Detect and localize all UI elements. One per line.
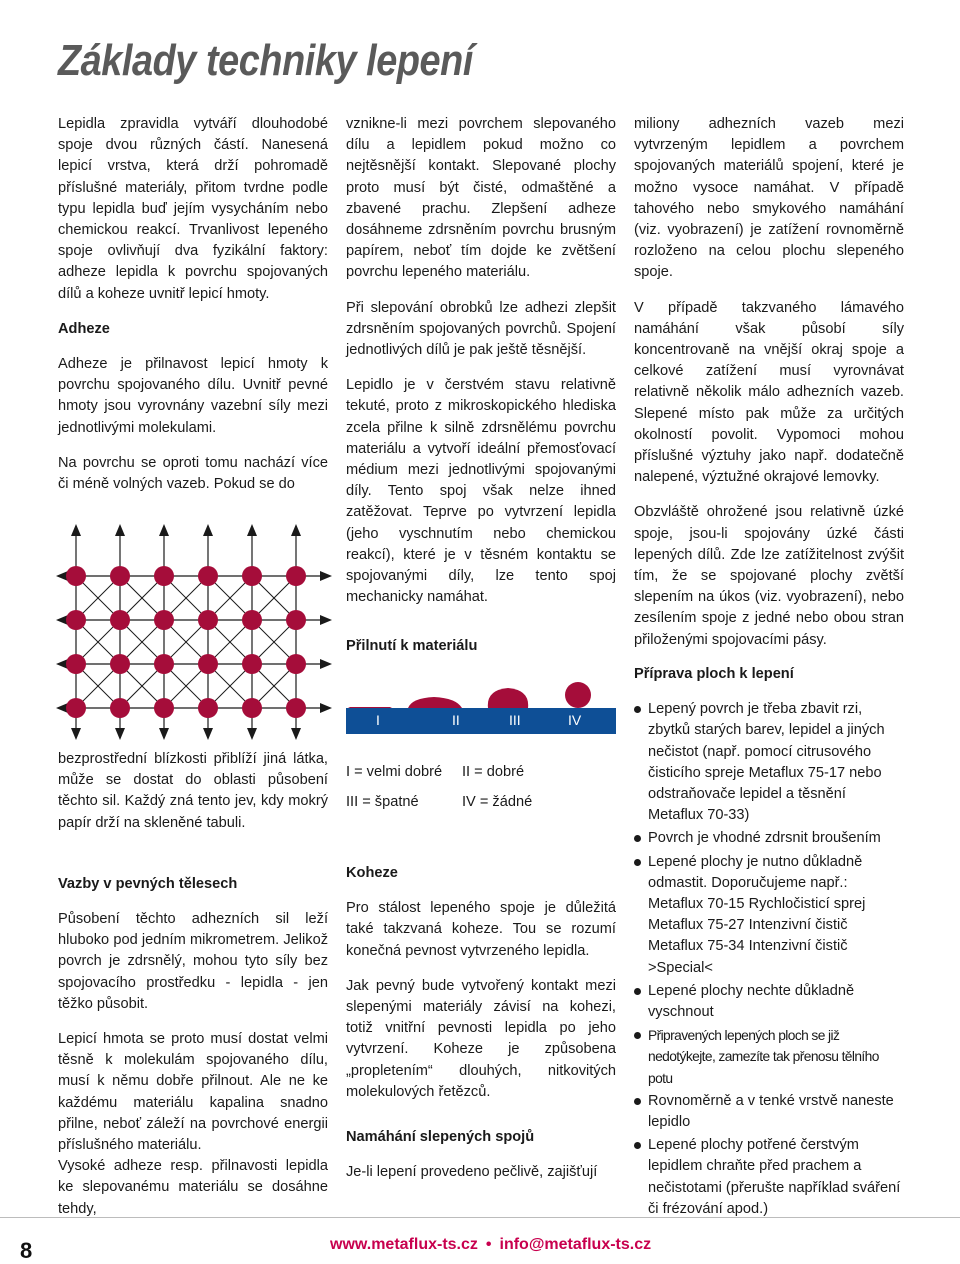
stage-label-2: II bbox=[452, 712, 460, 728]
paragraph-micrometer: Působení těchto adhezních sil leží hluboko pod jedním mikrometrem. Jelikož povrch je zdrsnělý, mohou tyto síly bez spojovacího prostředku - lepidla - jen těžko působit. bbox=[58, 911, 328, 1012]
molecule-icon bbox=[154, 566, 174, 586]
arrow-right-icon bbox=[320, 615, 332, 625]
paragraph-fresh-adhesive: Lepidlo je v čerstvém stavu relativně tekuté, proto z mikroskopického hlediska zcela přilne k silně zdrsnělému povrchu materiálu a vytvoří ideální přemosťovací médium mezi jednotlivými spojovanými díly. Tento spoj však nelze ihned zatěžovat. Teprve po vytvrzení lepidla (jeho vyschnutím nebo chemickou reakcí), které je v těsném kontaktu se spojovanými díly, lze tento spoj mechanicky namáhat. bbox=[346, 377, 616, 606]
molecule-icon bbox=[110, 654, 130, 674]
product-1: Metaflux 70-15 Rychločisticí sprej bbox=[648, 896, 866, 913]
footer-divider bbox=[0, 1217, 960, 1218]
arrow-down-icon bbox=[71, 728, 81, 740]
column-1 bbox=[58, 114, 328, 509]
arrow-up-icon bbox=[115, 524, 125, 536]
paragraph-free-bonds: Na povrchu se oproti tomu nachází více či méně volných vazeb. Pokud se do bbox=[58, 454, 328, 493]
molecule-icon bbox=[66, 566, 86, 586]
stage-label-4: IV bbox=[568, 712, 582, 728]
heading-koheze: Koheze bbox=[346, 865, 398, 881]
heading-prilnuti: Přilnutí k materiálu bbox=[346, 638, 478, 655]
molecule-icon bbox=[66, 698, 86, 718]
paragraph-surface-energy: Lepicí hmota se proto musí dostat velmi těsně k molekulám spojovaného dílu, musí k němu dobře přilnout. Ale ne ke každému materiálu kapalina snadno přilne, neboť záleží na povrchové energii příslušného materiálu. bbox=[58, 1031, 328, 1154]
molecule-icon bbox=[198, 610, 218, 630]
molecule-icon bbox=[110, 566, 130, 586]
email-link[interactable]: info@metaflux-ts.cz bbox=[499, 1236, 652, 1253]
product-2: Metaflux 75-27 Intenzivní čistič bbox=[648, 917, 848, 934]
list-item bbox=[634, 852, 904, 979]
molecule-icon bbox=[110, 610, 130, 630]
arrow-up-icon bbox=[247, 524, 257, 536]
adhesion-droplet-diagram bbox=[346, 682, 616, 732]
paragraph-narrow-joints: Obzvláště ohrožené jsou relativně úzké spoje, jsou-li spojovány úzké části lepených dílů. Zde lze zatížitelnost zvýšit tím, že se spojované plochy zvětší slepením na úkos (viz. vyobrazení), nebo zesílením spoje z jedné nebo obou stran přiloženými spojovacími pásy. bbox=[634, 504, 904, 648]
paragraph-roughening: Při slepování obrobků lze adhezi zlepšit zdrsněním spojovaných povrchů. Spojení jednotlivých dílů je pak ještě těsnější. bbox=[346, 299, 616, 359]
arrow-down-icon bbox=[115, 728, 125, 740]
legend-2: II = dobré bbox=[462, 764, 525, 780]
arrow-up-icon bbox=[71, 524, 81, 536]
heading-vazby: Vazby v pevných tělesech bbox=[58, 875, 238, 892]
molecule-icon bbox=[198, 654, 218, 674]
paragraph-adheze: Adheze je přilnavost lepicí hmoty k povrchu spojovaného dílu. Uvnitř pevné hmoty jsou vyrovnány vazební síly mezi jednotlivými molekulami. bbox=[58, 356, 328, 436]
molecule-icon bbox=[198, 698, 218, 718]
molecule-icon bbox=[110, 698, 130, 718]
molecule-lattice-diagram bbox=[56, 522, 332, 740]
stage-label-3: III bbox=[509, 712, 521, 728]
list-item-text: Lepené plochy je nutno důkladně odmastit. Doporučujeme např.: bbox=[648, 853, 863, 891]
droplet-stage-4 bbox=[565, 682, 591, 708]
molecule-icon bbox=[242, 654, 262, 674]
molecule-icon bbox=[66, 610, 86, 630]
legend-4: IV = žádné bbox=[462, 794, 533, 810]
paragraph-koheze: Pro stálost lepeného spoje je důležitá také takzvaná koheze. Tou se rozumí konečná pevnost vytvrzeného lepidla. bbox=[346, 900, 616, 959]
arrow-up-icon bbox=[203, 524, 213, 536]
arrow-right-icon bbox=[320, 703, 332, 713]
legend-1: I = velmi dobré bbox=[346, 764, 443, 780]
droplet-stage-1 bbox=[348, 707, 392, 708]
page-title: Základy techniky lepení bbox=[58, 36, 473, 85]
paragraph-intro: Lepidla zpravidla vytváří dlouhodobé spoje dvou různých částí. Nanesená lepicí vrstva, která drží pohromadě příslušné materiály, přitom tvrdne podle typu lepidla buď jejím vysycháním nebo chemickou reakcí. Trvanlivost lepeného spoje ovlivňují dva fyzikální faktory: adheze lepidla k povrchu spojovaných dílů a koheze uvnitř lepicí hmoty. bbox=[58, 116, 328, 302]
molecule-icon bbox=[286, 698, 306, 718]
paragraph-contact: vznikne-li mezi povrchem slepovaného dílu a lepidlem pokud možno co nejtěsnější kontakt. Slepované plochy proto musí být čisté, odmaštěné a zbavené prachu. Zlepšení adheze dosáhneme zdrsněním povrchu brusným papírem, neboť tím dojde ke zvětšení povrchu lepeného materiálu. bbox=[346, 116, 616, 281]
molecule-icon bbox=[154, 698, 174, 718]
footer-contact bbox=[330, 1236, 651, 1254]
molecule-icon bbox=[242, 698, 262, 718]
molecule-icon bbox=[242, 610, 262, 630]
stage-label-1: I bbox=[376, 712, 380, 728]
separator-dot: • bbox=[485, 1236, 492, 1253]
arrow-down-icon bbox=[159, 728, 169, 740]
list-item: Rovnoměrně a v tenké vrstvě naneste lepidlo bbox=[634, 1091, 904, 1133]
arrow-down-icon bbox=[247, 728, 257, 740]
preparation-list bbox=[634, 699, 904, 1220]
paragraph-bonds: miliony adhezních vazeb mezi vytvrzeným lepidlem a povrchem spojovaných materiálů spojení, které je možno vysoce namáhat. V případě tahového nebo smykového namáhání (viz. vyobrazení) je zatížení rovnoměrně rozloženo na celou plochu slepeného spoje. bbox=[634, 116, 904, 281]
page-number: 8 bbox=[20, 1238, 33, 1263]
list-item: Lepené plochy nechte důkladně vyschnout bbox=[634, 981, 904, 1023]
arrow-up-icon bbox=[159, 524, 169, 536]
list-item: Povrch je vhodné zdrsnit broušením bbox=[634, 828, 904, 849]
paragraph-wet-paper: bezprostřední blízkosti přiblíží jiná látka, může se dostat do oblasti působení těchto sil. Každý zná tento jev, kdy mokrý papír drží na skleněné tabuli. bbox=[58, 751, 328, 831]
column-2-continued bbox=[346, 863, 616, 1197]
droplet-stage-3 bbox=[488, 688, 528, 708]
molecule-icon bbox=[198, 566, 218, 586]
molecule-icon bbox=[154, 654, 174, 674]
arrow-down-icon bbox=[291, 728, 301, 740]
heading-priprava: Příprava ploch k lepení bbox=[634, 666, 794, 682]
paragraph-careful-bonding: Je-li lepení provedeno pečlivě, zajišťují bbox=[346, 1164, 598, 1181]
list-item: Připravených lepených ploch se již nedotýkejte, zamezíte tak přenosu tělního potu bbox=[634, 1025, 904, 1089]
product-3: Metaflux 75-34 Intenzivní čistič >Special< bbox=[648, 938, 848, 976]
arrow-right-icon bbox=[320, 659, 332, 669]
molecule-icon bbox=[242, 566, 262, 586]
paragraph-koheze-detail: Jak pevný bude vytvořený kontakt mezi slepenými materiály závisí na kohezi, totiž vnitřní pevnosti lepidla po jeho vytvrzení. Koheze je způsobena „propletením“ dlouhých, nitkovitých molekulových řetězců. bbox=[346, 977, 616, 1100]
paragraph-peel-stress: V případě takzvaného lámavého namáhání však působí síly koncentrovaně na vnější okraj spoje a celkové zatížení musí vyrovnávat relativně několik málo adhezních vazeb. Slepené místo pak může za určitých okolností povolit. Vypomoci mohou příslušné výztuhy jako např. dodatečně nalepené, výztužné okrajové lemovky. bbox=[634, 299, 904, 486]
droplet-stage-2 bbox=[408, 697, 462, 708]
list-item: Lepený povrch je třeba zbavit rzi, zbytků starých barev, lepidel a jiných nečistot (např. pomocí citrusového čisticího spreje Metaflux 75-17 nebo odstraňovače lepidel a těsnění Metaflux 70-33) bbox=[634, 699, 904, 826]
legend-3: III = špatné bbox=[346, 794, 419, 810]
arrow-down-icon bbox=[203, 728, 213, 740]
molecule-icon bbox=[286, 654, 306, 674]
column-3-preparation bbox=[634, 664, 904, 1222]
arrow-up-icon bbox=[291, 524, 301, 536]
heading-adheze: Adheze bbox=[58, 320, 110, 337]
heading-namahani: Namáhání slepených spojů bbox=[346, 1129, 535, 1146]
paragraph-high-adhesion: Vysoké adheze resp. přilnavosti lepidla ke slepovanému materiálu se dosáhne tehdy, bbox=[58, 1158, 328, 1217]
molecule-icon bbox=[286, 566, 306, 586]
website-link[interactable]: www.metaflux-ts.cz bbox=[330, 1236, 478, 1253]
molecule-icon bbox=[154, 610, 174, 630]
column-2 bbox=[346, 114, 616, 672]
molecule-icon bbox=[286, 610, 306, 630]
list-item: Lepené plochy potřené čerstvým lepidlem chraňte před prachem a nečistotami (přerušte například sváření či frézování apod.) bbox=[634, 1135, 904, 1220]
column-1-continued bbox=[58, 749, 328, 1234]
arrow-right-icon bbox=[320, 571, 332, 581]
column-3 bbox=[634, 114, 904, 665]
molecule-icon bbox=[66, 654, 86, 674]
